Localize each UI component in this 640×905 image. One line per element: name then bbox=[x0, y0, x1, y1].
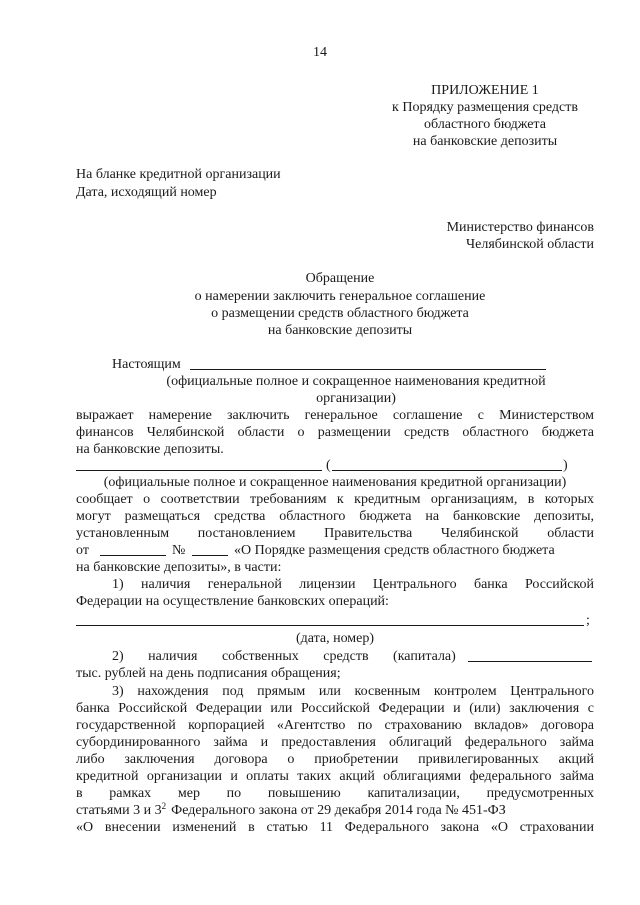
appendix-line: на банковские депозиты bbox=[412, 134, 558, 149]
heading-line: на банковские депозиты bbox=[267, 323, 413, 338]
recipient-line: Министерство финансов bbox=[446, 220, 594, 235]
org-full-name-blank bbox=[76, 470, 322, 471]
heading-line: о намерении заключить генеральное соглашение bbox=[194, 289, 486, 304]
capital-blank bbox=[468, 661, 592, 662]
body-line: «О Порядке размещения средств областного бюджета bbox=[234, 543, 555, 558]
body-line: на банковские депозиты. bbox=[76, 442, 224, 457]
federal-law-ref: Федерального закона от 29 декабря 2014 года № 451-ФЗ bbox=[171, 803, 506, 818]
caption-org-name-cont: организации) bbox=[316, 391, 396, 406]
present-word: Настоящим bbox=[112, 357, 181, 372]
caption-date-number: (дата, номер) bbox=[295, 631, 375, 646]
org-short-name-blank bbox=[332, 470, 562, 471]
caption-org-names: (официальные полное и сокращенное наименования кредитной организации) bbox=[103, 475, 567, 490]
page-number: 14 bbox=[313, 45, 327, 60]
item-3-text: субординированного займа и предоставления облигаций федерального займа bbox=[76, 735, 594, 750]
body-line: финансов Челябинской области о размещении средств областного бюджета bbox=[76, 425, 594, 440]
appendix-title: ПРИЛОЖЕНИЕ 1 bbox=[431, 83, 539, 98]
item-3-text: государственной корпорацией «Агентство по страхованию вкладов» договора bbox=[76, 718, 594, 733]
date-blank bbox=[100, 555, 166, 556]
body-line: могут размещаться средства областного бюджета на банковские депозиты, bbox=[76, 509, 594, 524]
item-3-text: либо заключения договора о приобретении привилегированных акций bbox=[76, 752, 594, 767]
number-blank bbox=[192, 555, 228, 556]
body-line: установленным постановлением Правительства Челябинской области bbox=[76, 526, 594, 541]
open-paren: ( bbox=[326, 458, 331, 473]
recipient-line: Челябинской области bbox=[466, 237, 594, 252]
from-word: от bbox=[76, 543, 89, 558]
org-name-blank bbox=[190, 369, 546, 370]
item-3-text: 3) нахождения под прямым или косвенным контролем Центрального bbox=[112, 684, 594, 699]
item-2-text: 2) наличия собственных средств (капитала) bbox=[112, 649, 456, 664]
body-line: сообщает о соответствии требованиям к кредитным организациям, в которых bbox=[76, 492, 594, 507]
item-1-text: 1) наличия генеральной лицензии Центрального банка Российской bbox=[112, 577, 594, 592]
body-line: на банковские депозиты», в части: bbox=[76, 560, 282, 575]
item-1-text: Федерации на осуществление банковских операций: bbox=[76, 594, 389, 609]
sender-line: Дата, исходящий номер bbox=[76, 185, 217, 200]
item-3-text: кредитной организации и оплаты таких акций облигациями федерального займа bbox=[76, 769, 594, 784]
statutes-ref: статьями 3 и 3 bbox=[76, 803, 162, 818]
item-3-text bbox=[76, 802, 594, 819]
heading-line: о размещении средств областного бюджета bbox=[211, 306, 469, 321]
license-blank bbox=[76, 625, 584, 626]
appendix-line: областного бюджета bbox=[424, 117, 546, 132]
body-line: выражает намерение заключить генеральное соглашение с Министерством bbox=[76, 408, 594, 423]
item-3-text: «О внесении изменений в статью 11 Федерального закона «О страховании bbox=[76, 820, 594, 835]
close-paren: ) bbox=[563, 458, 568, 473]
caption-org-name: (официальные полное и сокращенное наименования кредитной bbox=[166, 374, 546, 389]
item-3-text: в рамках мер по повышению капитализации, предусмотренных bbox=[76, 786, 594, 801]
item-2-text: тыс. рублей на день подписания обращения; bbox=[76, 666, 341, 681]
document-heading: Обращение bbox=[305, 271, 375, 286]
semicolon: ; bbox=[586, 613, 590, 628]
item-3-text: банка Российской Федерации или Российской Федерации и (или) заключения с bbox=[76, 701, 594, 716]
sender-line: На бланке кредитной организации bbox=[76, 167, 281, 182]
appendix-line: к Порядку размещения средств bbox=[392, 100, 578, 115]
number-sign: № bbox=[172, 543, 186, 558]
superscript: 2 bbox=[161, 801, 167, 811]
